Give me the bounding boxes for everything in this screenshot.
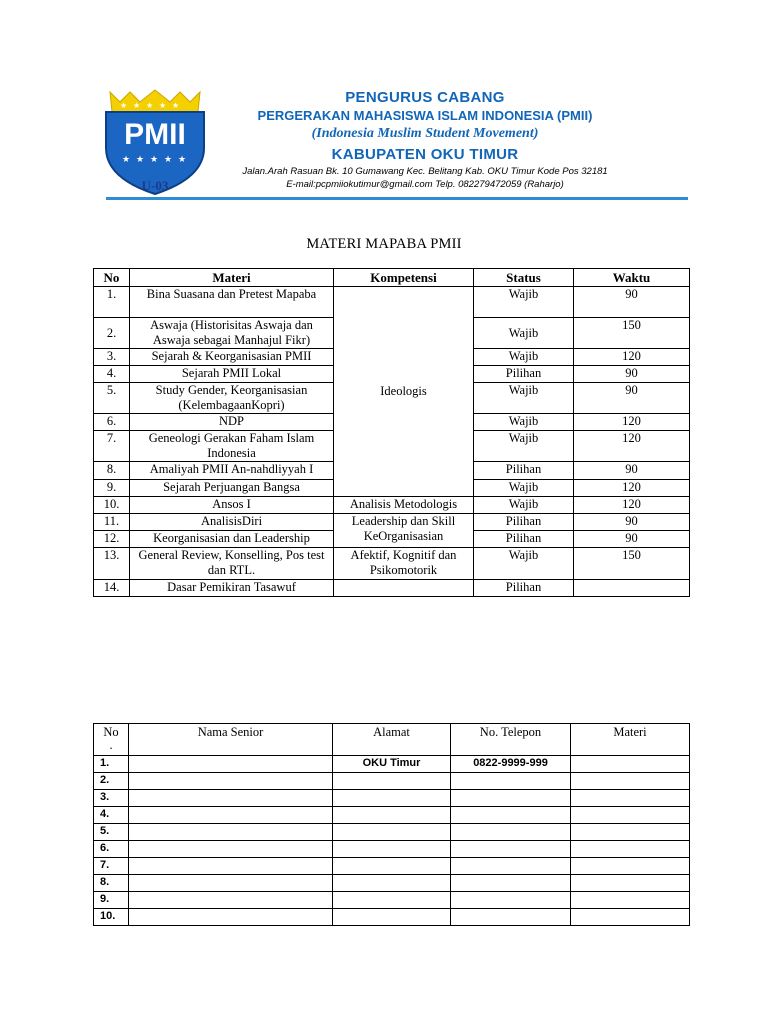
cell-materi: Sejarah Perjuangan Bangsa [130,480,334,497]
cell-no: 10. [94,909,129,926]
cell-nama [129,824,333,841]
cell-status: Wajib [474,480,574,497]
cell-materi: General Review, Konselling, Pos test dan RTL. [130,548,334,580]
cell-waktu: 90 [574,366,690,383]
header-status: Status [474,269,574,287]
pmii-shield-emblem [100,86,210,198]
svg-text:★: ★ [122,155,131,165]
table-row [94,824,690,841]
senior-table [93,723,690,926]
cell-waktu: 120 [574,431,690,462]
cell-waktu: 90 [574,514,690,531]
cell-status: Wajib [474,497,574,514]
cell-kompetensi-ideologis: Ideologis [334,287,474,497]
cell-status: Wajib [474,318,574,349]
table-row [94,287,690,318]
cell-waktu [574,580,690,597]
svg-text:★: ★ [120,101,128,110]
cell-materi [571,807,690,824]
cell-no: 9. [94,480,130,497]
letterhead-line-2: PERGERAKAN MAHASISWA ISLAM INDONESIA (PMII) [257,108,593,123]
header-no-telepon: No. Telepon [451,724,571,756]
cell-materi: Ansos I [130,497,334,514]
cell-alamat [333,773,451,790]
cell-status: Wajib [474,414,574,431]
cell-status: Pilihan [474,462,574,480]
cell-materi [571,858,690,875]
table-row [94,580,690,597]
cell-no: 10. [94,497,130,514]
cell-nama [129,892,333,909]
table-row [94,514,690,531]
cell-status: Pilihan [474,531,574,548]
cell-materi: AnalisisDiri [130,514,334,531]
cell-status: Wajib [474,287,574,318]
letterhead [232,88,618,191]
cell-waktu: 120 [574,349,690,366]
header-no-dot: . [109,738,113,752]
cell-alamat [333,858,451,875]
cell-no: 9. [94,892,129,909]
cell-nama [129,756,333,773]
table-row [94,790,690,807]
header-nama-senior: Nama Senior [129,724,333,756]
logo-text: PMII [124,118,186,151]
header-materi: Materi [130,269,334,287]
header-alamat: Alamat [333,724,451,756]
cell-nama [129,858,333,875]
cell-materi: Keorganisasian dan Leadership [130,531,334,548]
cell-status: Wajib [474,349,574,366]
table-row [94,858,690,875]
cell-alamat [333,909,451,926]
cell-no: 7. [94,858,129,875]
cell-kompetensi-analisis: Analisis Metodologis [334,497,474,514]
cell-no: 11. [94,514,130,531]
letterhead-address: Jalan.Arah Rasuan Bk. 10 Gumawang Kec. Belitang Kab. OKU Timur Kode Pos 32181 [242,166,608,177]
letterhead-divider [106,197,688,200]
cell-nama [129,909,333,926]
cell-materi [571,824,690,841]
materi-table-header [94,269,690,287]
svg-text:★: ★ [150,155,159,165]
cell-telepon [451,909,571,926]
table-row [94,892,690,909]
cell-nama [129,807,333,824]
cell-alamat [333,892,451,909]
cell-materi: Geneologi Gerakan Faham Islam Indonesia [130,431,334,462]
cell-no: 1. [94,287,130,318]
cell-waktu: 90 [574,383,690,414]
cell-waktu: 90 [574,462,690,480]
cell-materi [571,841,690,858]
cell-no: 13. [94,548,130,580]
pmii-logo [100,86,210,198]
svg-text:★: ★ [178,155,187,165]
cell-waktu: 120 [574,414,690,431]
letterhead-line-1: PENGURUS CABANG [345,89,505,106]
cell-materi [571,756,690,773]
senior-table-header [94,724,690,756]
cell-alamat [333,807,451,824]
cell-no: 5. [94,824,129,841]
letterhead-line-4: KABUPATEN OKU TIMUR [331,146,519,163]
cell-no: 3. [94,790,129,807]
cell-no: 2. [94,318,130,349]
cell-status: Wajib [474,383,574,414]
cell-alamat [333,824,451,841]
cell-waktu: 90 [574,531,690,548]
cell-materi: Amaliyah PMII An-nahdliyyah I [130,462,334,480]
cell-telepon [451,824,571,841]
cell-no: 8. [94,875,129,892]
cell-kompetensi-empty [334,580,474,597]
cell-materi: Sejarah & Keorganisasian PMII [130,349,334,366]
table-row [94,909,690,926]
cell-kompetensi-afektif: Afektif, Kognitif dan Psikomotorik [334,548,474,580]
cell-status: Wajib [474,431,574,462]
header-no-label: No [103,725,119,739]
document-title: MATERI MAPABA PMII [306,236,462,252]
cell-telepon [451,773,571,790]
svg-text:★: ★ [172,101,180,110]
cell-nama [129,875,333,892]
cell-materi [571,790,690,807]
cell-alamat: OKU Timur [333,756,451,773]
cell-no: 12. [94,531,130,548]
cell-nama [129,773,333,790]
cell-waktu: 120 [574,480,690,497]
cell-telepon [451,875,571,892]
cell-alamat [333,790,451,807]
header-no: No [94,269,130,287]
cell-status: Wajib [474,548,574,580]
svg-text:★: ★ [136,155,145,165]
cell-telepon [451,858,571,875]
cell-alamat [333,841,451,858]
table-row [94,548,690,580]
cell-materi [571,773,690,790]
materi-table [93,268,690,597]
header-kompetensi: Kompetensi [334,269,474,287]
letterhead-contact: E-mail:pcpmiiokutimur@gmail.com Telp. 082279472059 (Raharjo) [286,179,564,190]
cell-materi: Sejarah PMII Lokal [130,366,334,383]
table-row [94,497,690,514]
cell-no: 8. [94,462,130,480]
cell-telepon [451,807,571,824]
cell-waktu: 90 [574,287,690,318]
letterhead-line-3: (Indonesia Muslim Student Movement) [311,126,539,141]
cell-telepon: 0822-9999-999 [451,756,571,773]
cell-kompetensi-leadership: Leadership dan Skill KeOrganisasian [334,514,474,548]
table-row [94,807,690,824]
cell-nama [129,790,333,807]
table-row [94,773,690,790]
cell-nama [129,841,333,858]
logo-code: U-03 [141,178,169,193]
cell-no: 5. [94,383,130,414]
cell-materi: Bina Suasana dan Pretest Mapaba [130,287,334,318]
cell-no: 4. [94,366,130,383]
svg-text:★: ★ [159,101,167,110]
svg-text:★: ★ [164,155,173,165]
cell-materi: NDP [130,414,334,431]
cell-waktu: 150 [574,318,690,349]
cell-no: 1. [94,756,129,773]
cell-no: 7. [94,431,130,462]
cell-materi: Dasar Pemikiran Tasawuf [130,580,334,597]
cell-no: 4. [94,807,129,824]
cell-status: Pilihan [474,514,574,531]
cell-materi: Aswaja (Historisitas Aswaja dan Aswaja sebagai Manhajul Fikr) [130,318,334,349]
cell-materi: Study Gender, Keorganisasian (KelembagaanKopri) [130,383,334,414]
header-materi: Materi [571,724,690,756]
cell-waktu: 120 [574,497,690,514]
cell-telepon [451,790,571,807]
cell-materi [571,892,690,909]
cell-no: 6. [94,414,130,431]
cell-no: 6. [94,841,129,858]
cell-no: 3. [94,349,130,366]
cell-materi [571,875,690,892]
table-row [94,875,690,892]
table-row [94,756,690,773]
cell-materi [571,909,690,926]
svg-text:★: ★ [133,101,141,110]
header-waktu: Waktu [574,269,690,287]
cell-telepon [451,841,571,858]
cell-telepon [451,892,571,909]
cell-no: 2. [94,773,129,790]
cell-status: Pilihan [474,580,574,597]
cell-alamat [333,875,451,892]
svg-text:★: ★ [146,101,154,110]
cell-no: 14. [94,580,130,597]
header-no [94,724,129,756]
table-row [94,841,690,858]
cell-status: Pilihan [474,366,574,383]
cell-waktu: 150 [574,548,690,580]
